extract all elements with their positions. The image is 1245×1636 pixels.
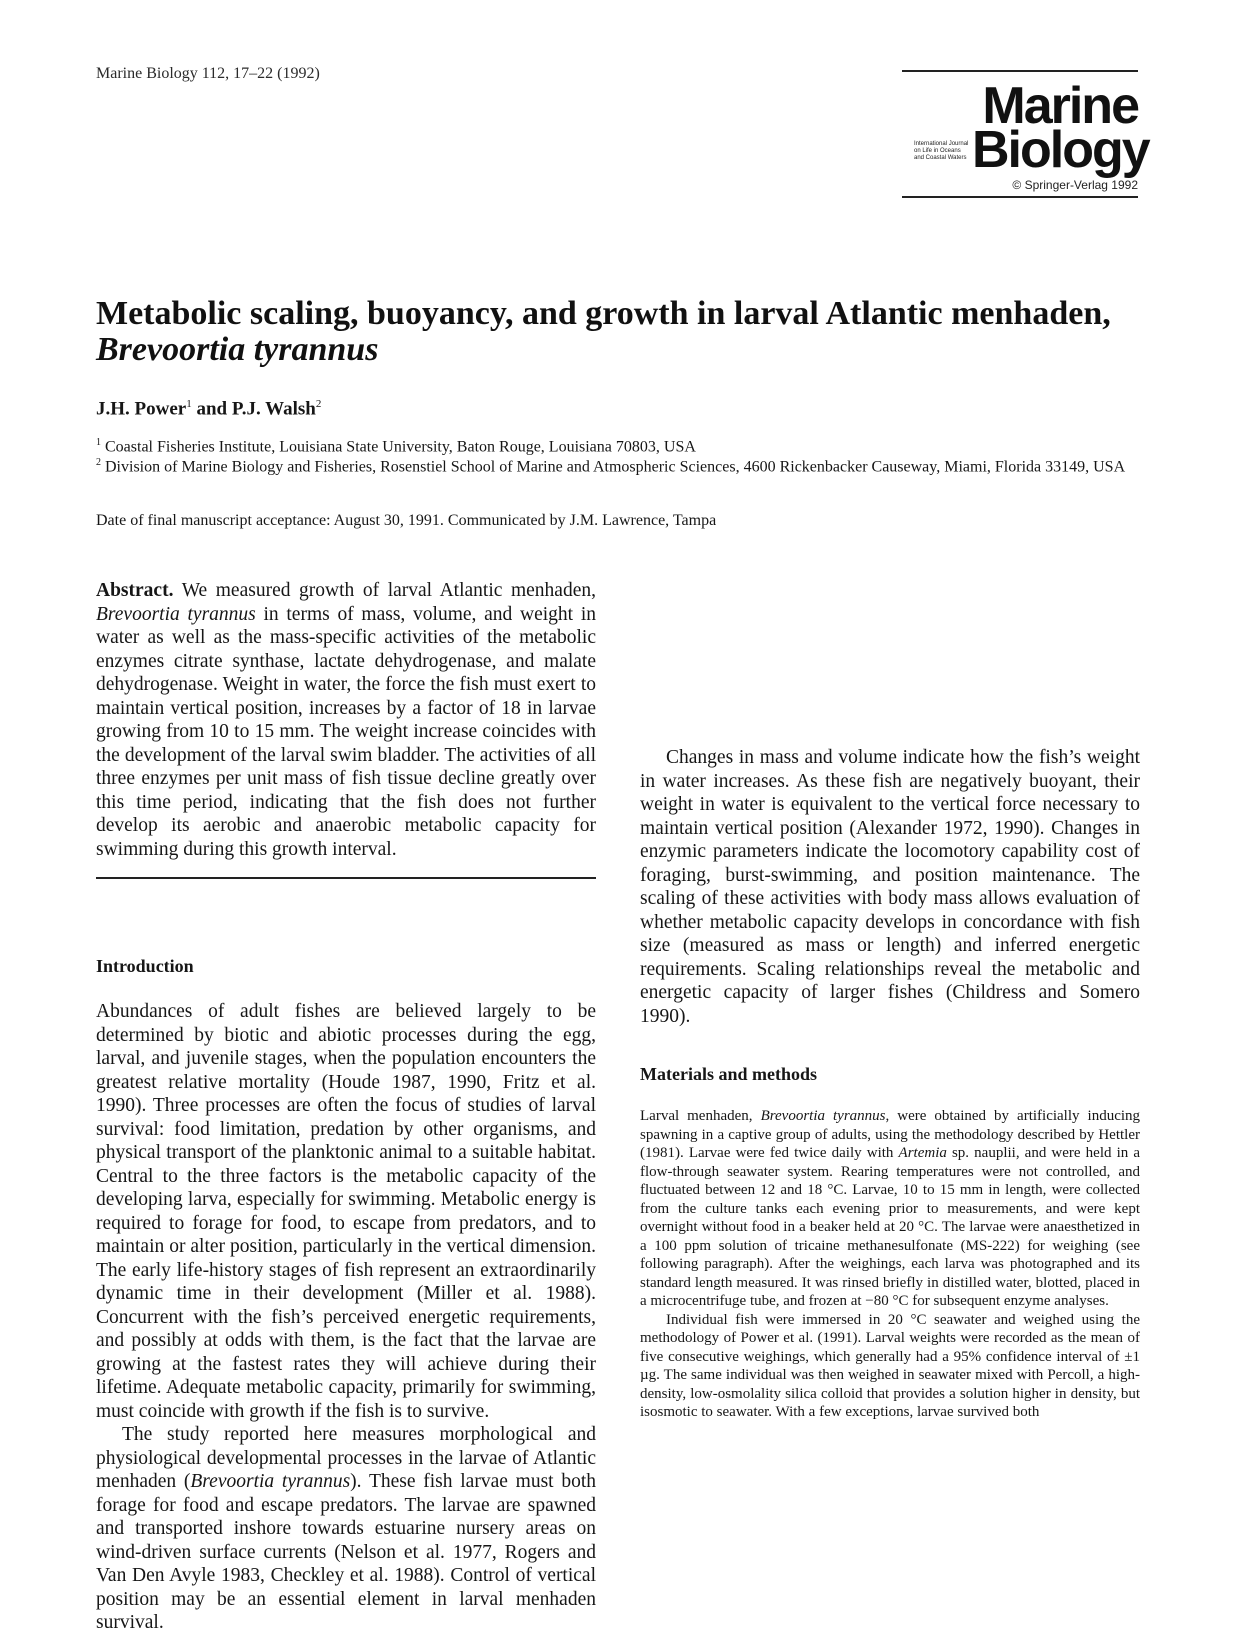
species-name: Brevoortia tyrannus — [96, 603, 256, 625]
paragraph: Changes in mass and volume indicate how the fish’s weight in water increases. As these fish are negatively buoyant, their weight in water is equivalent to the vertical force necessary to maintain vertical position (Alexander 1972, 1990). Changes in enzymic parameters indicate the locomotory capability cost of foraging, burst-swimming, and position maintenance. The scaling of these activities with body mass allows evaluation of whether metabolic capacity develops in concordance with fish size (measured as mass or length) and inferred energetic requirements. Scaling relationships reveal the metabolic and energetic capacity of larger fishes (Childress and Somero 1990). — [640, 747, 1140, 1027]
author-conjunction: and — [196, 398, 228, 420]
species-name: Brevoortia tyrannus — [190, 1471, 351, 1492]
abstract-text: in terms of mass, volume, and weight in water as well as the mass-specific activities of the metabolic enzymes citrate synthase, lactate dehydrogenase, and malate dehydrogenase. Weight in water, the force the fish must exert to maintain vertical position, increases by a factor of 18 in larvae growing from 10 to 15 mm. The weight increase coincides with the development of the larval swim bladder. The activities of all three enzymes per unit mass of fish tissue decline greatly over this time period, indicating that the fish does not further develop its aerobic and anaerobic metabolic capacity for swimming during this growth interval. — [96, 603, 596, 860]
paragraph: Individual fish were immersed in 20 °C seawater and weighed using the methodology of Power et al. (1991). Larval weights were recorded as the mean of five consecutive weighings, which generally had a 95% confidence interval of ±1 µg. The same individual was then weighed in seawater mixed with Percoll, a high-density, low-osmolality silica colloid that provides a solution higher in density, but isosmotic to seawater. With a few exceptions, larvae survived both — [640, 1311, 1140, 1420]
paragraph-text: The study reported here measures morphological and physiological developmental processes in the larvae of Atlantic menhaden ( — [96, 1424, 596, 1492]
author-name: P.J. Walsh — [231, 398, 316, 420]
logo-subtitle-line: on Life in Oceans — [914, 148, 961, 154]
paragraph-text: sp. nauplii, and were held in a flow-through seawater system. Rearing temperatures were not controlled, and fluctuated between 12 and 18 °C. Larvae, 10 to 15 mm in length, were collected from the culture tanks each evening prior to measurements, and were kept overnight without food in a beaker held at 20 °C. The larvae were anaesthetized in a 100 ppm solution of tricaine methanesulfonate (MS-222) for weighing (see following paragraph). After the weighings, each larva was photographed and its standard length measured. It was rinsed briefly in distilled water, blotted, placed in a microcentrifuge tube, and frozen at −80 °C for subsequent enzyme analyses. — [640, 1145, 1141, 1309]
title-species: Brevoortia tyrannus — [96, 331, 379, 368]
author-list — [96, 398, 321, 420]
affiliation — [96, 453, 1146, 477]
abstract-divider — [96, 877, 596, 879]
affiliation-text: Coastal Fisheries Institute, Louisiana State University, Baton Rouge, Louisiana 70803, USA — [105, 438, 696, 456]
section-heading-introduction: Introduction — [96, 956, 194, 976]
introduction-body-right — [640, 746, 1140, 1028]
genus-name: Artemia — [898, 1145, 947, 1161]
abstract-text: We measured growth of larval Atlantic menhaden, — [181, 580, 596, 601]
affiliation-mark: 1 — [96, 437, 101, 448]
affiliation-mark: 2 — [96, 457, 101, 468]
logo-word-biology: Biology — [972, 121, 1149, 179]
paragraph — [96, 1423, 596, 1635]
logo-subtitle-line: International Journal — [914, 141, 969, 147]
paragraph-text: Larval menhaden, — [640, 1108, 753, 1124]
paragraph — [640, 1107, 1140, 1311]
title-line: Metabolic scaling, buoyancy, and growth in larval Atlantic menhaden, — [96, 295, 1111, 332]
logo-top-rule — [902, 70, 1138, 72]
introduction-body — [96, 1000, 596, 1635]
logo-copyright: © Springer-Verlag 1992 — [1012, 178, 1138, 192]
affiliation-text: Division of Marine Biology and Fisheries, Rosenstiel School of Marine and Atmospheric Sciences, 4600 Rickenbacker Causeway, Miami, Florida 33149, USA — [105, 458, 1126, 476]
paragraph-text: , were obtained by artificially inducing spawning in a captive group of adults, using the methodology described by Hettler (1981). Larvae were fed twice daily with — [640, 1108, 1141, 1161]
methods-body — [640, 1107, 1140, 1422]
author-affiliation-mark: 2 — [315, 398, 322, 410]
logo-word-marine: Marine — [982, 77, 1138, 135]
abstract-label: Abstract. — [96, 580, 174, 601]
logo-subtitle — [914, 141, 984, 162]
article-title — [96, 296, 1146, 368]
paragraph-text: ). These fish larvae must both forage for food and escape predators. The larvae are spawned and transported inshore towards estuarine nursery areas on wind-driven surface currents (Nelson et al. 1977, Rogers and Van Den Avyle 1983, Checkley et al. 1988). Control of vertical position may be an essential element in larval menhaden survival. — [96, 1471, 597, 1633]
journal-citation: Marine Biology 112, 17–22 (1992) — [96, 65, 320, 82]
acceptance-note: Date of final manuscript acceptance: August 30, 1991. Communicated by J.M. Lawrence, Tampa — [96, 512, 717, 529]
species-name: Brevoortia tyrannus — [760, 1108, 886, 1124]
author-name: J.H. Power — [96, 398, 187, 420]
paragraph: Abundances of adult fishes are believed largely to be determined by biotic and abiotic processes during the egg, larval, and juvenile stages, when the population encounters the greatest relative mortality (Houde 1987, 1990, Fritz et al. 1990). Three processes are often the focus of studies of larval survival: food limitation, predation by other organisms, and physical transport of the planktonic animal to a suitable habitat. Central to the three factors is the metabolic capacity of the developing larva, especially for swimming. Metabolic energy is required to forage for food, to escape from predators, and to maintain or alter position, particularly in the vertical dimension. The early life-history stages of fish represent an extraordinarily dynamic time in their development (Miller et al. 1988). Concurrent with the fish’s perceived energetic requirements, and possibly at odds with them, is the fact that the larvae are growing at the fastest rates they will achieve during their lifetime. Adequate metabolic capacity, primarily for swimming, must coincide with growth if the fish is to survive. — [96, 1001, 596, 1422]
logo-subtitle-line: and Coastal Waters — [914, 155, 967, 161]
logo-bottom-rule — [902, 196, 1138, 198]
author-affiliation-mark: 1 — [186, 398, 192, 410]
section-heading-methods: Materials and methods — [640, 1064, 817, 1084]
abstract — [96, 579, 596, 861]
